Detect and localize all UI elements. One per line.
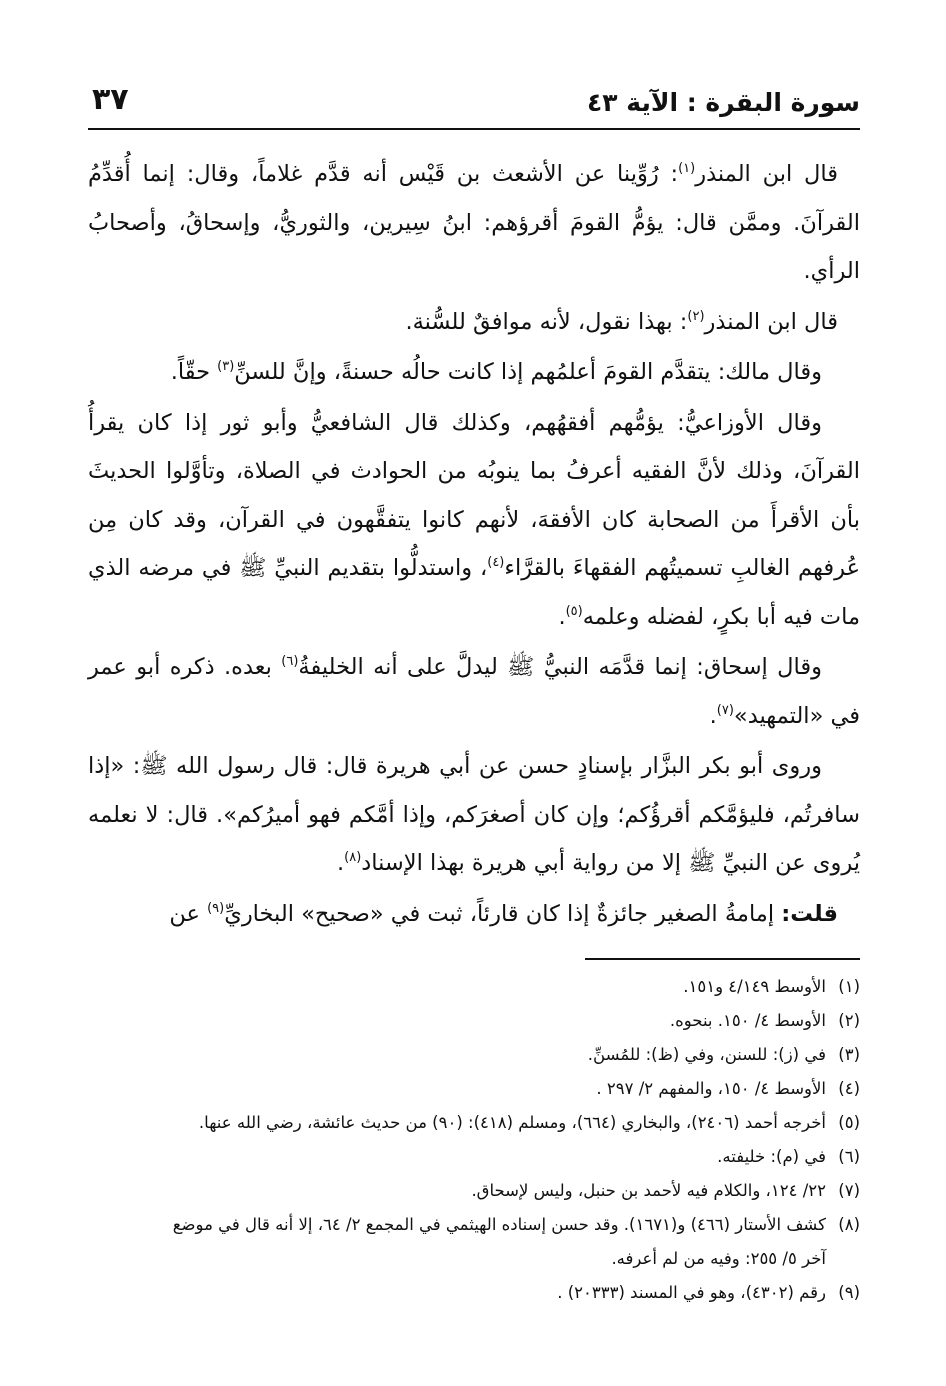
paragraph-7: [88, 890, 860, 939]
footnote-item: [88, 1174, 860, 1208]
footnote-text: في (ز): للسنن، وفي (ظ): للمُسنِّ.: [587, 1045, 826, 1064]
footnote-ref[interactable]: (٢): [687, 308, 705, 324]
footnote-ref[interactable]: (٩): [207, 900, 225, 916]
running-head-title: سورة البقرة : الآية ٤٣: [587, 88, 860, 117]
paragraph-5: [88, 643, 860, 740]
paragraph-6: [88, 742, 860, 888]
footnote-ref[interactable]: (٤): [487, 555, 505, 570]
footnotes: [88, 970, 860, 1310]
footnote-number: (٥): [838, 1113, 860, 1132]
footnote-ref[interactable]: (٥): [565, 603, 583, 619]
page-header: [92, 82, 860, 122]
paragraph-1: [88, 150, 860, 296]
footnote-number: (٦): [838, 1147, 860, 1166]
page-number: ٣٧: [92, 82, 129, 117]
main-text: [88, 150, 860, 940]
footnote-number: (٨): [838, 1215, 860, 1234]
text-run: وقال الأوزاعيُّ: يؤمُّهم أفقهُهم، وكذلك قال الشافعيُّ وأبو ثور إذا كان يقرأُ القرآنَ، وذلك لأنَّ الفقيه أعرفُ بما ينوبُه من الحوادث في الصلاة، وتأوَّلوا الحديثَ بأن الأقرأَ من الصحابة كان الأفقهَ، لأنهم كانوا يتفقَّهون في القرآن، وقد كان مِن عُرفهم الغالبِ تسميتُهم الفقهاءَ بالقرَّاء: [88, 409, 860, 581]
footnote-item: [88, 1140, 860, 1174]
footnote-ref[interactable]: (٨): [344, 850, 362, 865]
footnote-item: [88, 1106, 860, 1140]
footnote-ref[interactable]: (٧): [716, 702, 734, 718]
text-run: حقّاً.: [170, 359, 218, 385]
footnote-item: [88, 970, 860, 1004]
footnote-item: [88, 1208, 860, 1242]
footnote-text: كشف الأستار (٤٦٦) و(١٦٧١). وقد حسن إسناده الهيثمي في المجمع ٢/ ٦٤، إلا أنه قال في موضع: [172, 1215, 826, 1234]
text-run: قال ابن المنذر: [704, 308, 838, 335]
footnote-item: [88, 1004, 860, 1038]
text-run: قال ابن المنذر: [695, 161, 839, 187]
text-run: ، واستدلُّوا بتقديم النبيِّ ﷺ في مرضه الذي مات فيه أبا بكرٍ، لفضله وعلمه: [88, 555, 860, 630]
footnote-number: (٩): [838, 1283, 860, 1302]
text-run: وروى أبو بكر البزَّار بإسنادٍ حسن عن أبي هريرة قال: قال رسول الله ﷺ: «إذا سافرتُم، فليؤمَّكم أقرؤُكم؛ وإن كان أصغرَكم، وإذا أمَّكم فهو أميرُكم». قال: لا نعلمه يُروى عن النبيِّ ﷺ إلا من رواية أبي هريرة بهذا الإسناد: [88, 753, 860, 876]
header-divider: [88, 128, 860, 130]
footnote-number: (٢): [838, 1011, 860, 1030]
footnote-divider: [585, 958, 860, 960]
footnote-item: [88, 1038, 860, 1072]
footnote-text: في (م): خليفته.: [717, 1147, 826, 1166]
text-run: .: [709, 702, 717, 729]
text-run: .: [558, 603, 566, 630]
footnote-text: أخرجه أحمد (٢٤٠٦)، والبخاري (٦٦٤)، ومسلم (٤١٨): (٩٠) من حديث عائشة، رضي الله عنها.: [198, 1113, 826, 1132]
paragraph-2: [88, 298, 860, 347]
footnote-number: (٣): [838, 1045, 860, 1064]
text-run: عن: [169, 900, 208, 927]
footnote-ref[interactable]: (١): [678, 161, 696, 176]
footnote-item: [88, 1276, 860, 1310]
footnote-continuation: آخر ٥/ ٢٥٥: وفيه من لم أعرفه.: [611, 1249, 826, 1268]
text-run: إمامةُ الصغير جائزةٌ إذا كان قارئاً، ثبت في «صحيح» البخاريِّ: [224, 900, 782, 927]
text-run: : بهذا نقول، لأنه موافقٌ للسُّنة.: [405, 308, 688, 335]
footnote-ref[interactable]: (٣): [217, 359, 235, 374]
text-run: وقال إسحاق: إنما قدَّمَه النبيُّ ﷺ ليدلَّ على أنه الخليفةُ: [298, 654, 822, 680]
text-run: : رُوِّينا عن الأشعث بن قَيْس أنه قدَّم غلاماً، وقال: إنما أُقدِّمُ القرآنَ. وممَّن قال: يؤمُّ القومَ أقرؤهم: ابنُ سِيرين، والثوريُّ، وإسحاقُ، وأصحابُ الرأي.: [88, 161, 860, 284]
footnote-number: (١): [838, 977, 860, 996]
footnote-text: رقم (٤٣٠٢)، وهو في المسند (٢٠٣٣٣) .: [557, 1283, 826, 1302]
paragraph-4: [88, 399, 860, 642]
qultu-lead: قلت:: [781, 900, 838, 927]
footnote-number: (٧): [838, 1181, 860, 1200]
footnote-text: ٢٢/ ١٢٤، والكلام فيه لأحمد بن حنبل، وليس لإسحاق.: [471, 1181, 826, 1200]
text-run: بعده. ذكره أبو عمر في «التمهيد»: [88, 654, 860, 729]
text-run: وقال مالك: يتقدَّم القومَ أعلمُهم إذا كانت حالُه حسنةً، وإنَّ للسنِّ: [234, 359, 822, 385]
text-run: .: [336, 850, 345, 876]
footnote-text: الأوسط ٤/١٤٩ و١٥١.: [683, 977, 826, 996]
footnote-ref[interactable]: (٦): [281, 654, 299, 669]
footnote-text: الأوسط ٤/ ١٥٠. بنحوه.: [669, 1011, 826, 1030]
footnote-number: (٤): [838, 1079, 860, 1098]
footnote-text: الأوسط ٤/ ١٥٠، والمفهم ٢/ ٢٩٧ .: [596, 1079, 826, 1098]
footnote-item: [88, 1072, 860, 1106]
paragraph-3: [88, 348, 860, 397]
